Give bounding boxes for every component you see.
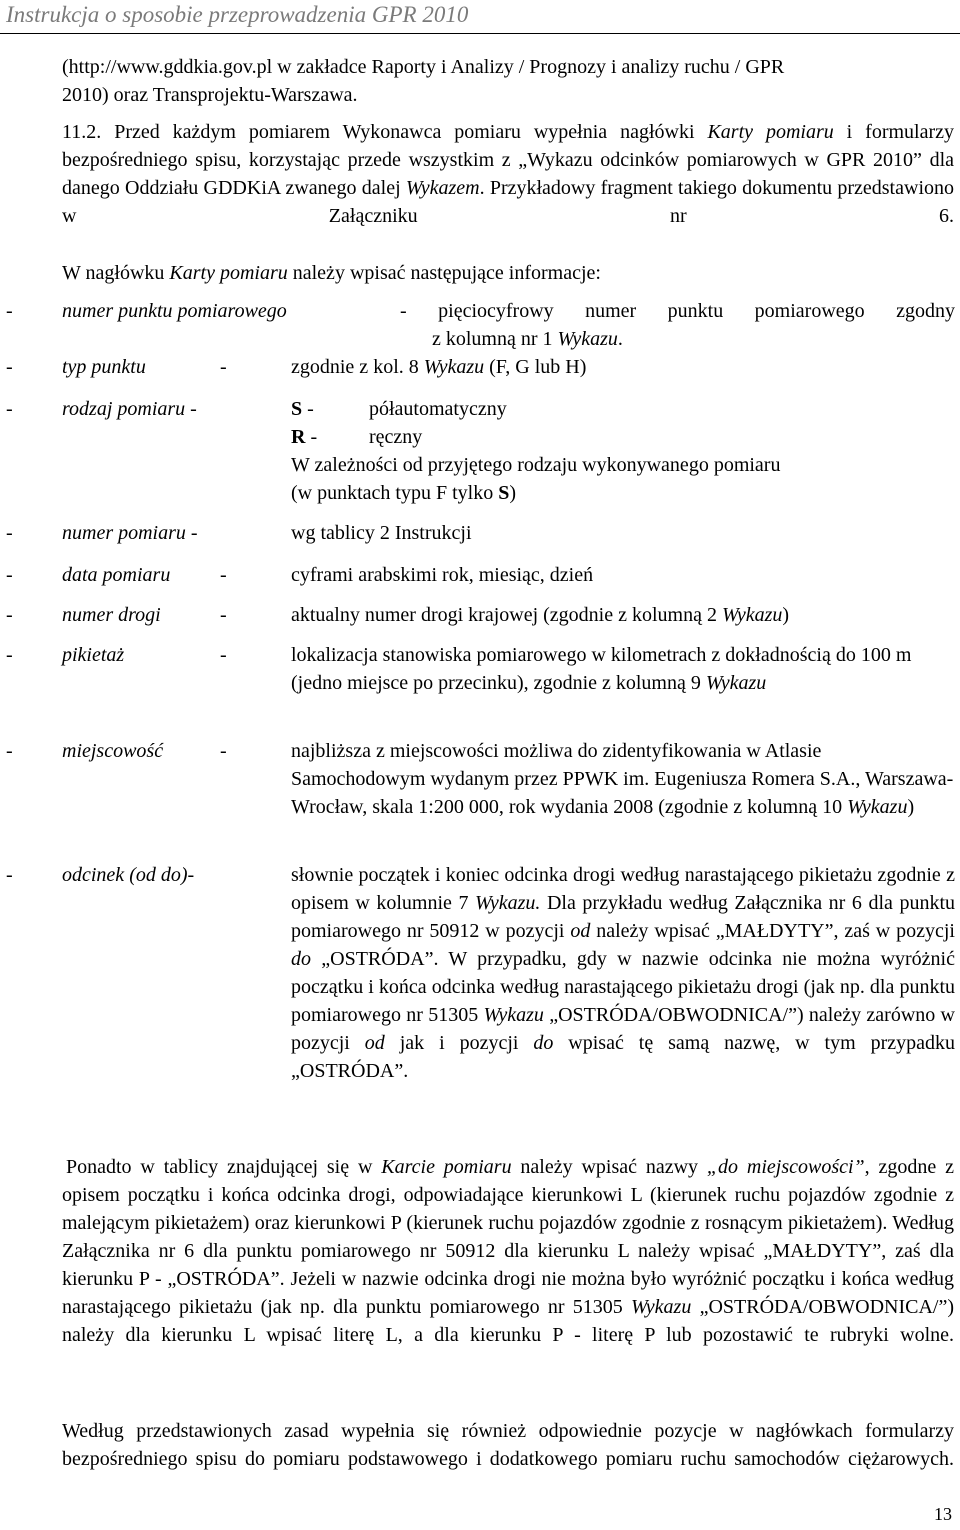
field-rodzaj-note-1: W zależności od przyjętego rodzaju wykonywanego pomiaru — [291, 454, 781, 476]
field-odcinek: - odcinek (od do)- — [6, 864, 195, 886]
page-header — [0, 0, 960, 34]
field-rodzaj-pomiaru: - rodzaj pomiaru - S - półautomatyczny — [6, 398, 507, 420]
field-odcinek-desc: słownie początek i koniec odcinka drogi według narastającego pikietażu zgodnie z opisem w kolumnie 7 Wykazu. Dla przykładu według Załącznika nr 6 dla punktu pomiarowego nr 50912 w pozycji od należy wpisać „MAŁDYTY”, zaś w pozycji do „OSTRÓDA”. W przypadku, gdy w nazwie odcinka nie można wyróżnić początku i końca odcinka według narastającego pikietażu drogi (jak np. dla punktu pomiarowego nr 51305 Wykazu „OSTRÓDA/OBWODNICA/”) należy zarówno w pozycji od jak i pozycji do wpisać tę samą nazwę, w tym przypadku „OSTRÓDA”. — [291, 864, 956, 1082]
field-numer-punktu-cont: z kolumną nr 1 Wykazu. — [432, 328, 623, 350]
field-pikietaz: - pikietaż - — [6, 644, 227, 666]
field-miejscowosc: - miejscowość - — [6, 740, 227, 762]
field-rodzaj-pomiaru-r: R - ręczny — [291, 426, 423, 448]
paragraph-wedlug: Według przedstawionych zasad wypełnia się również odpowiednie pozycje w nagłówkach formularzy bezpośredniego spisu do pomiaru podstawowego i dodatkowego pomiaru ruchu samochodów ciężarowych. — [62, 1420, 954, 1470]
paragraph-ponadto: Ponadto w tablicy znajdującej się w Karcie pomiaru należy wpisać nazwy „do miejscowości”, zgodne z opisem początku i końca odcinka drogi, odpowiadające kierunkowi L (kierunek ruchu pojazdów zgodnie z malejącym pikietażem) oraz kierunkowi P (kierunek ruchu pojazdów zgodnie z rosnącym pikietażem). Według Załącznika nr 6 dla punktu pomiarowego nr 50912 dla kierunku L należy wpisać „MAŁDYTY”, zaś dla kierunku P - „OSTRÓDA”. Jeżeli w nazwie odcinka drogi nie można było wyróżnić początku i końca według narastającego pikietażu (jak np. dla punktu pomiarowego nr 51305 Wykazu „OSTRÓDA/OBWODNICA/”) należy dla kierunku L wpisać literę L, a dla kierunku P - literę P lub pozostawić te rubryki wolne. — [62, 1156, 954, 1346]
field-numer-pomiaru: - numer pomiaru - wg tablicy 2 Instrukcji — [6, 522, 472, 544]
field-data-pomiaru: - data pomiaru - cyframi arabskimi rok, miesiąc, dzień — [6, 564, 594, 586]
intro-line-2: 2010) oraz Transprojektu-Warszawa. — [62, 84, 358, 106]
field-pikietaz-desc: lokalizacja stanowiska pomiarowego w kilometrach z dokładnością do 100 m (jedno miejsce po przecinku), zgodnie z kolumną 9 Wykazu — [291, 644, 912, 694]
section-11-2: 11.2. Przed każdym pomiarem Wykonawca pomiaru wypełnia nagłówki Karty pomiaru i formularzy bezpośredniego spisu, korzystając przede wszystkim z „Wykazu odcinków pomiarowych w GPR 2010” dla danego Oddziału GDDKiA zwanego dalej Wykazem. Przykładowy fragment takiego dokumentu przedstawiono w Załączniku nr 6. — [62, 121, 955, 227]
field-miejscowosc-desc: najbliższa z miejscowości możliwa do zidentyfikowania w Atlasie Samochodowym wydanym przez PPWK im. Eugeniusza Romera S.A., Warszawa-Wrocław, skala 1:200 000, rok wydania 2008 (zgodnie z kolumną 10 Wykazu) — [291, 740, 954, 818]
header-title: Instrukcja o sposobie przeprowadzenia GPR 2010 — [6, 2, 469, 27]
field-label: numer punktu pomiarowego — [62, 300, 287, 322]
intro-line-1: (http://www.gddkia.gov.pl w zakładce Raporty i Analizy / Prognozy i analizy ruchu / GPR — [62, 56, 785, 78]
section-number: 11.2. — [62, 121, 102, 143]
field-typ-punktu: - typ punktu - zgodnie z kol. 8 Wykazu (F, G lub H) — [6, 356, 587, 378]
header-info-line: W nagłówku Karty pomiaru należy wpisać następujące informacje: — [62, 262, 601, 284]
field-rodzaj-note-2: (w punktach typu F tylko S) — [291, 482, 517, 504]
page-number: 13 — [934, 1504, 952, 1524]
field-numer-drogi: - numer drogi - aktualny numer drogi krajowej (zgodnie z kolumną 2 Wykazu) — [6, 604, 790, 626]
field-numer-punktu: - numer punktu pomiarowego - pięciocyfrowy numer punktu pomiarowego zgodny — [0, 297, 960, 325]
